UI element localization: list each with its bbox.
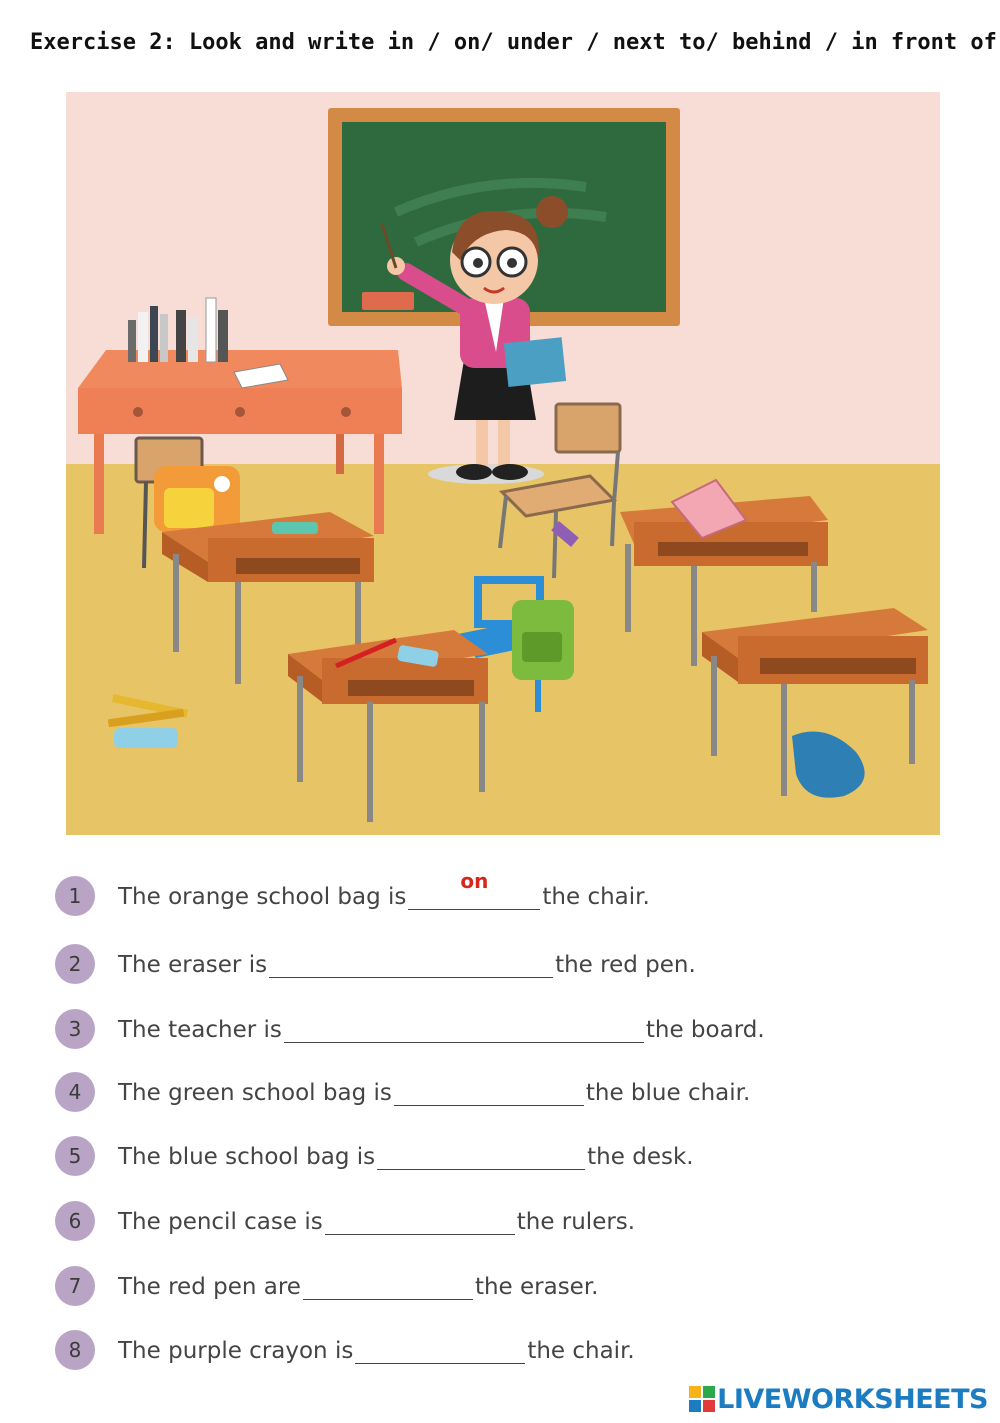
liveworksheets-logo: [689, 1383, 988, 1415]
answer-blank[interactable]: [284, 1016, 644, 1043]
question-text-after: the chair.: [527, 1337, 635, 1364]
question-3: [55, 1007, 935, 1051]
exercise-title: Exercise 2: Look and write in / on/ under / next to/ behind / in front of: [30, 30, 997, 55]
question-number: 8: [55, 1330, 95, 1370]
question-text-before: The eraser is: [118, 951, 268, 978]
question-text-after: the board.: [645, 1016, 765, 1043]
question-text-after: the rulers.: [516, 1208, 636, 1235]
question-2: [55, 942, 935, 986]
question-number: 7: [55, 1266, 95, 1306]
question-number: 4: [55, 1072, 95, 1112]
question-number: 2: [55, 944, 95, 984]
answer-blank[interactable]: [325, 1208, 515, 1235]
answer-text: on: [460, 868, 489, 893]
question-text-before: The purple crayon is: [118, 1337, 354, 1364]
answer-blank[interactable]: [355, 1337, 525, 1364]
question-text-before: The teacher is: [118, 1016, 282, 1043]
answer-blank[interactable]: [377, 1143, 585, 1170]
question-text-after: the eraser.: [474, 1273, 599, 1300]
question-7: [55, 1264, 935, 1308]
liveworksheets-logo-icon: [689, 1386, 715, 1412]
question-4: [55, 1070, 935, 1114]
question-text-before: The blue school bag is: [118, 1143, 376, 1170]
question-number: 1: [55, 876, 95, 916]
question-number: 3: [55, 1009, 95, 1049]
brand-text: LIVEWORKSHEETS: [717, 1383, 988, 1415]
question-number: 6: [55, 1201, 95, 1241]
question-text-before: The green school bag is: [118, 1079, 392, 1106]
question-number: 5: [55, 1136, 95, 1176]
question-5: [55, 1134, 935, 1178]
question-text-before: The pencil case is: [118, 1208, 323, 1235]
question-text-before: The red pen are: [118, 1273, 301, 1300]
question-text-after: the desk.: [587, 1143, 694, 1170]
classroom-illustration: [66, 92, 940, 835]
answer-blank[interactable]: [269, 951, 553, 978]
question-text-after: the red pen.: [555, 951, 696, 978]
question-6: [55, 1199, 935, 1243]
answer-blank[interactable]: [303, 1273, 473, 1300]
question-text-after: the chair.: [542, 883, 650, 910]
question-text-after: the blue chair.: [585, 1079, 751, 1106]
question-text-before: The orange school bag is: [118, 883, 407, 910]
answer-blank[interactable]: [394, 1079, 584, 1106]
question-1: [55, 868, 935, 918]
question-8: [55, 1328, 935, 1372]
answer-blank[interactable]: [408, 868, 540, 910]
